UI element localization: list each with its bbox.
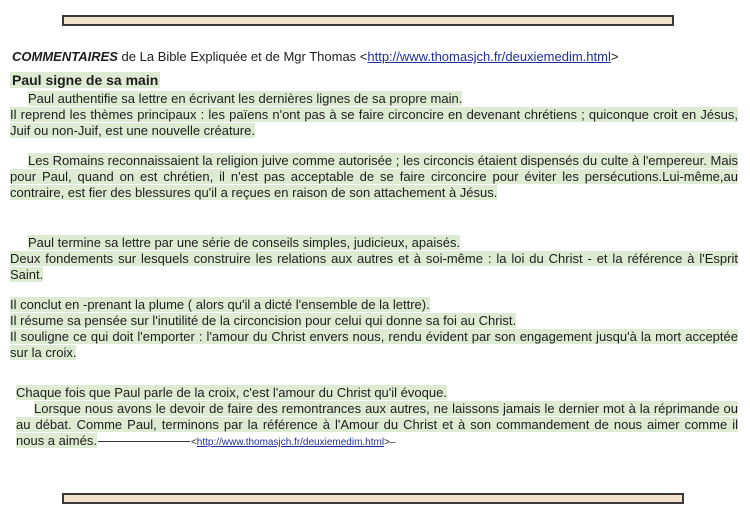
p4-line2: Il résume sa pensée sur l'inutilité de la circoncision pour celui qui donne sa foi au Christ. <box>10 313 517 328</box>
paragraph-authentication <box>10 91 738 139</box>
closing-rule <box>98 441 190 442</box>
section-title: Paul signe de sa main <box>12 72 159 88</box>
p1-line1: Paul authentifie sa lettre en écrivant les dernières lignes de sa propre main. <box>28 91 463 106</box>
p2-text: Les Romains reconnaissaient la religion juive comme autorisée ; les circoncis étaient dispensés du culte à l'empereur. Mais pour Paul, quand on est chrétien, il n'est pas acceptable de se faire circoncire pour éviter les persécutions.Lui-même,au contraire, est fier des blessures qu'il a reçues en raison de son attachement à Jésus. <box>10 153 738 200</box>
closing-ref-open: < <box>190 437 197 448</box>
top-divider-bar <box>62 15 674 26</box>
header-source: de La Bible Expliquée et de Mgr Thomas < <box>117 49 368 64</box>
p4-line3: Il souligne ce qui doit l'emporter : l'amour du Christ envers nous, rendu évident par son engagement jusqu'à la mort acceptée sur la croix. <box>10 329 738 360</box>
paragraph-closing <box>16 385 738 451</box>
p3-line1: Paul termine sa lettre par une série de conseils simples, judicieux, apaisés. <box>28 235 461 250</box>
commentary-header <box>12 49 742 64</box>
closing-line2: Lorsque nous avons le devoir de faire des remontrances aux autres, ne laissons jamais le dernier mot à la réprimande ou au débat. Comme Paul, terminons par la référence à l'Amour du Christ et à son commandement de nous aimer comme il nous a aimés. <box>16 401 738 448</box>
source-link[interactable]: http://www.thomasjch.fr/deuxiemedim.html <box>367 49 611 64</box>
closing-source-link[interactable]: http://www.thomasjch.fr/deuxiemedim.html <box>196 437 385 448</box>
bottom-divider-bar <box>62 493 684 504</box>
paragraph-conclusion <box>10 297 738 361</box>
p3-line2: Deux fondements sur lesquels construire les relations aux autres et à soi-même : la loi du Christ - et la référence à l'Esprit Saint. <box>10 251 738 282</box>
closing-ref-close: >– <box>384 437 396 448</box>
closing-line1: Chaque fois que Paul parle de la croix, c'est l'amour du Christ qu'il évoque. <box>16 385 447 400</box>
header-close: > <box>610 49 619 64</box>
p4-line1: Il conclut en -prenant la plume ( alors qu'il a dicté l'ensemble de la lettre). <box>10 297 430 312</box>
paragraph-romans <box>10 153 738 201</box>
p1-line2: Il reprend les thèmes principaux : les païens n'ont pas à se faire circoncire en devenant chrétiens ; quiconque croit en Jésus, Juif ou non-Juif, est une nouvelle créature. <box>10 107 738 138</box>
header-lead: COMMENTAIRES <box>12 49 118 64</box>
paragraph-counsels <box>10 235 738 283</box>
